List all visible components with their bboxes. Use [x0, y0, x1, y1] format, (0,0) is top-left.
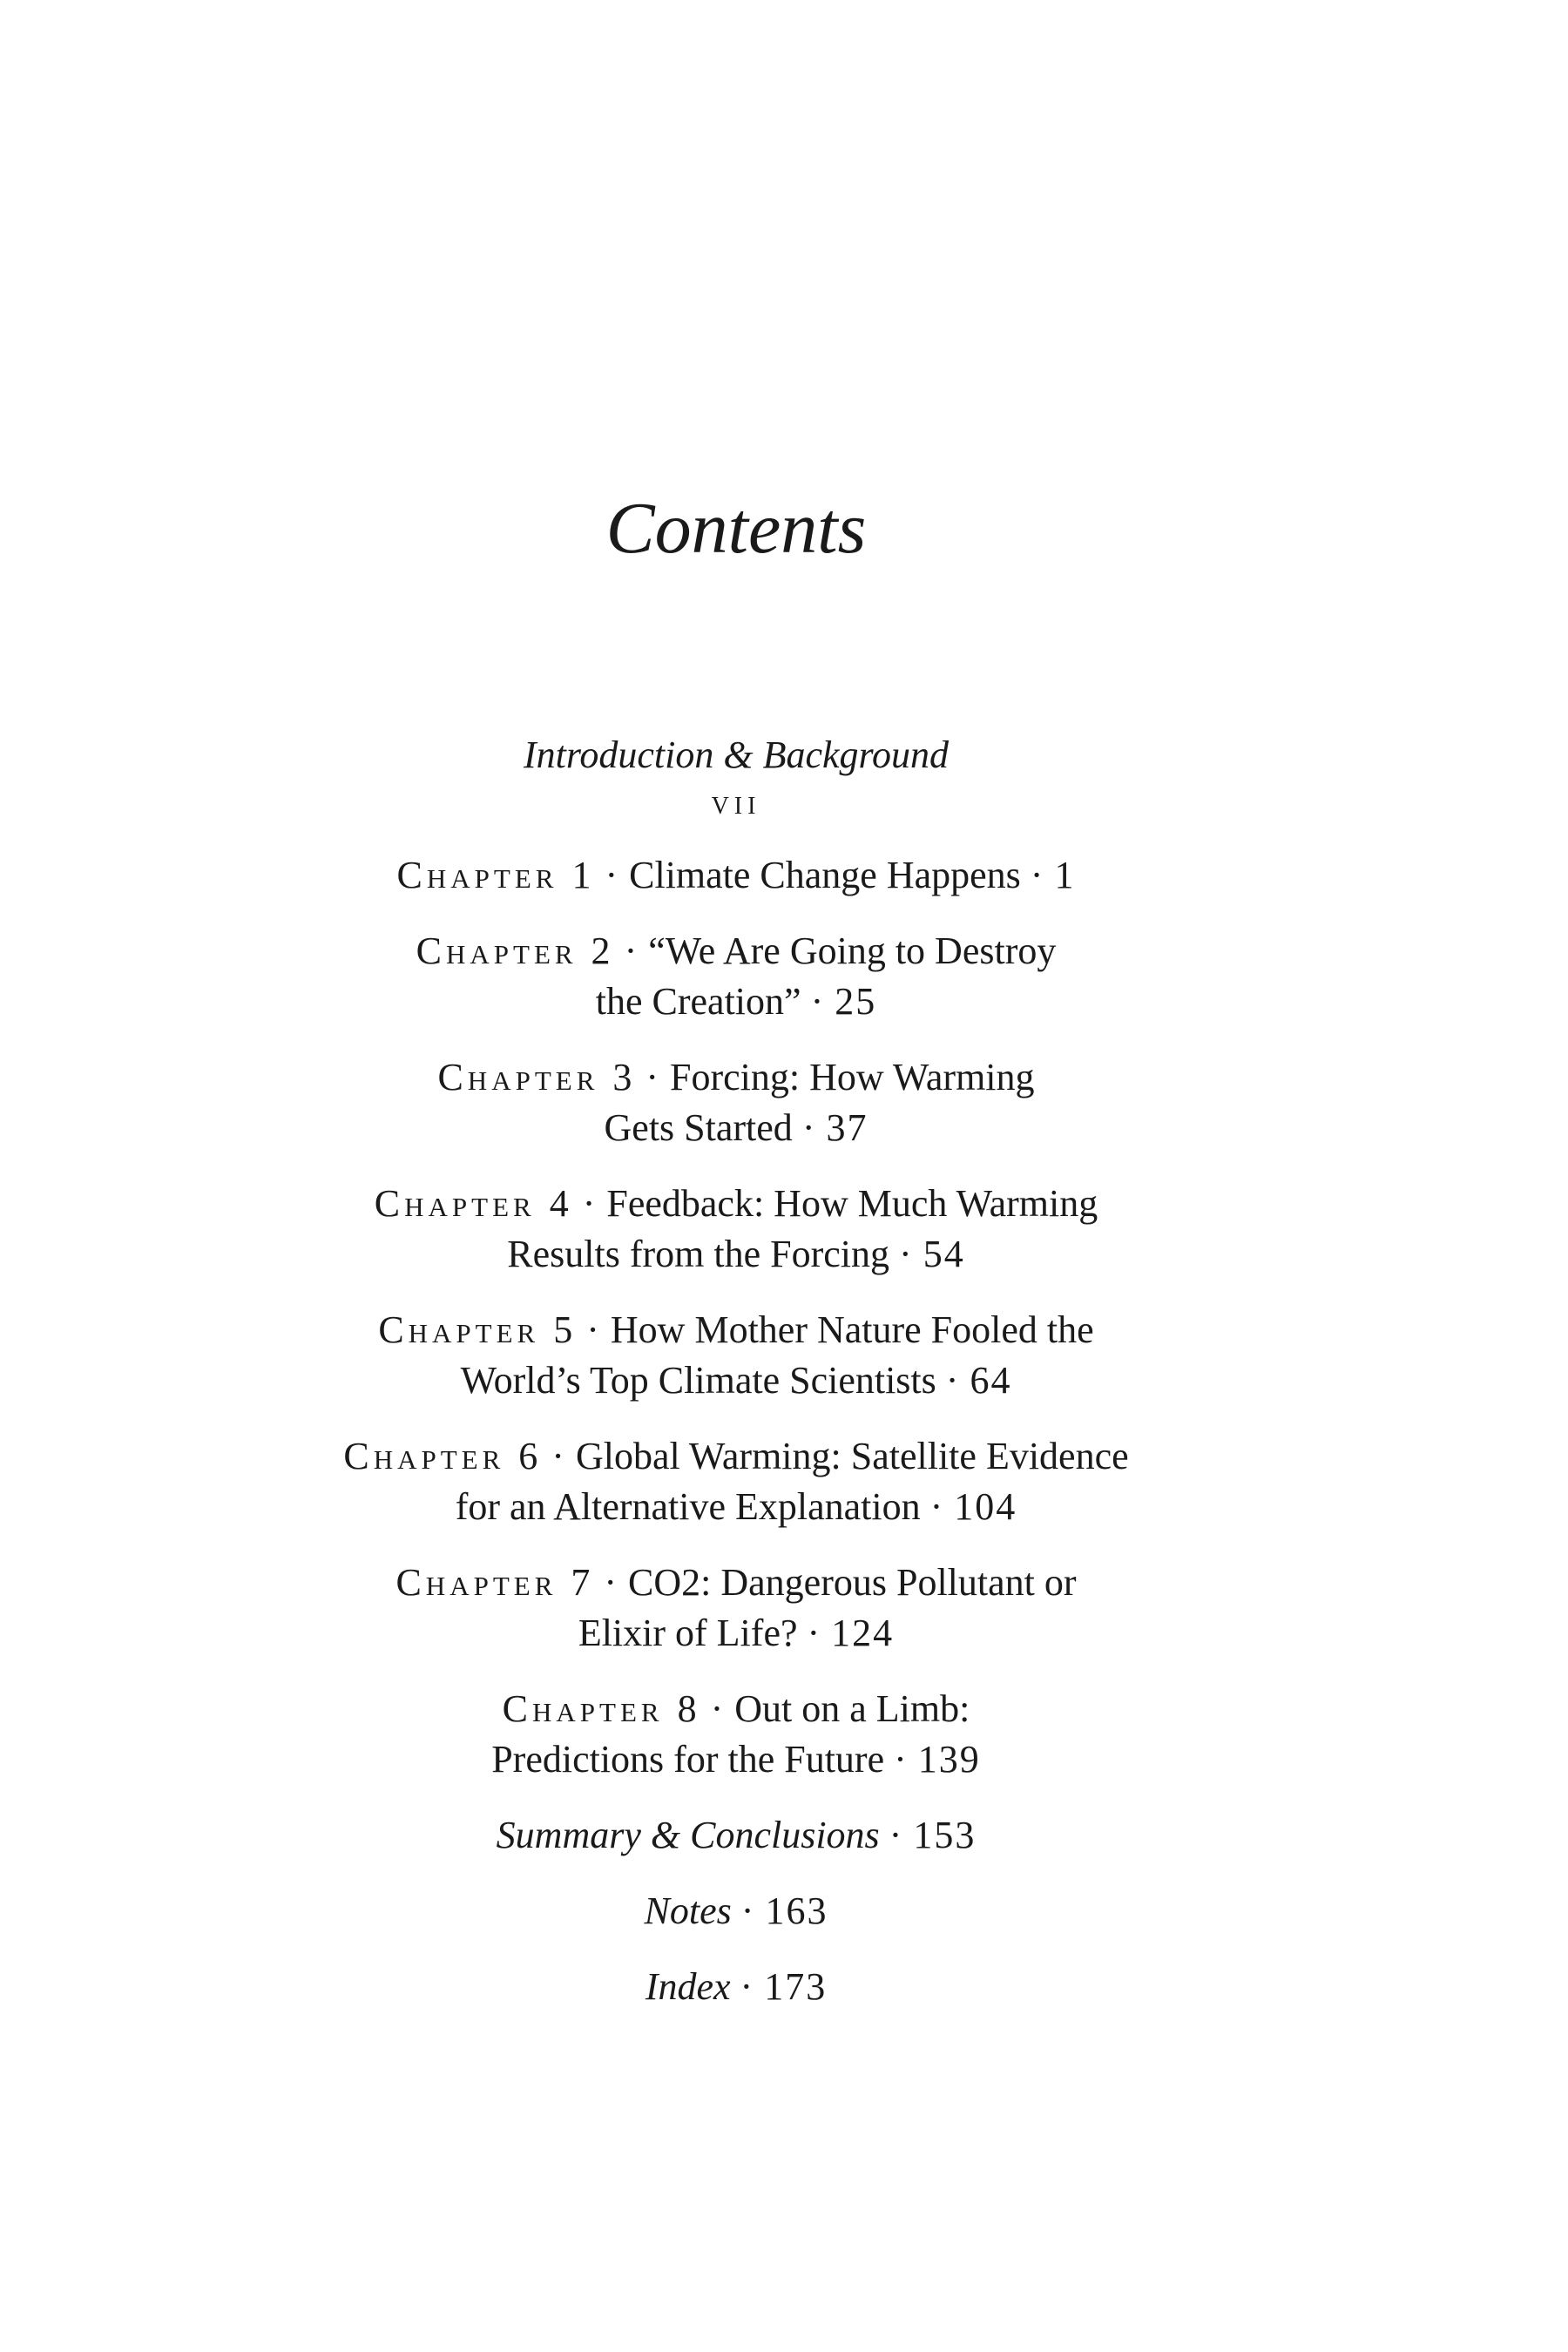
toc-entry-page: 173: [764, 1965, 828, 2008]
chapter-title-line-1: Forcing: How Warming: [670, 1056, 1035, 1098]
chapter-page: 124: [831, 1612, 895, 1654]
chapter-prefix: Chapter 1: [396, 854, 596, 896]
chapter-page: 37: [826, 1106, 868, 1149]
chapter-title-line-2: the Creation”: [595, 980, 801, 1023]
toc-entry-index: [0, 1962, 1472, 2012]
page-title: Contents: [605, 488, 867, 569]
chapter-prefix: Chapter 2: [416, 929, 615, 972]
separator: ·: [605, 854, 620, 896]
separator: ·: [740, 1965, 755, 2008]
separator: ·: [810, 980, 826, 1023]
chapter-title-line-1: CO2: Dangerous Pollutant or: [628, 1561, 1077, 1604]
separator: ·: [1030, 854, 1045, 896]
chapter-page: 104: [954, 1485, 1017, 1528]
chapter-page: 54: [923, 1233, 965, 1275]
chapter-page: 25: [835, 980, 877, 1023]
separator: ·: [740, 1889, 756, 1932]
toc-entry-chapter-1: [0, 850, 1472, 901]
chapter-title-line-2: Predictions for the Future: [491, 1738, 885, 1781]
chapter-title-line-2: Results from the Forcing: [507, 1233, 890, 1275]
chapter-title-line-2: World’s Top Climate Scientists: [460, 1359, 936, 1402]
separator: ·: [586, 1308, 601, 1351]
toc-entry-label: Index: [645, 1965, 731, 2008]
toc-entry-label: Summary & Conclusions: [496, 1814, 880, 1856]
table-of-contents: [0, 730, 1472, 2038]
toc-entry-chapter-8: [0, 1684, 1472, 1785]
toc-entry-introduction: [0, 730, 1472, 824]
chapter-page: 64: [970, 1359, 1012, 1402]
toc-entry-page: vii: [711, 782, 761, 821]
separator: ·: [710, 1687, 726, 1730]
separator: ·: [929, 1485, 945, 1528]
chapter-page: 139: [917, 1738, 981, 1781]
chapter-title-line-1: Out on a Limb:: [734, 1687, 970, 1730]
separator: ·: [894, 1738, 909, 1781]
separator: ·: [945, 1359, 961, 1402]
separator: ·: [899, 1233, 914, 1275]
toc-entry-notes: [0, 1886, 1472, 1936]
toc-entry-page: 153: [913, 1814, 977, 1856]
separator: ·: [645, 1056, 661, 1098]
toc-entry-chapter-6: [0, 1431, 1472, 1532]
separator: ·: [624, 929, 639, 972]
toc-entry-chapter-4: [0, 1179, 1472, 1280]
chapter-prefix: Chapter 6: [343, 1435, 543, 1477]
chapter-title-line-2: for an Alternative Explanation: [455, 1485, 921, 1528]
chapter-prefix: Chapter 3: [437, 1056, 637, 1098]
chapter-prefix: Chapter 8: [502, 1687, 701, 1730]
toc-entry-chapter-7: [0, 1558, 1472, 1659]
chapter-prefix: Chapter 5: [378, 1308, 578, 1351]
toc-entry-label: Introduction & Background: [524, 733, 949, 776]
toc-entry-summary: [0, 1810, 1472, 1861]
toc-entry-chapter-5: [0, 1305, 1472, 1406]
toc-entry-chapter-3: [0, 1052, 1472, 1153]
separator: ·: [807, 1612, 822, 1654]
separator: ·: [551, 1435, 566, 1477]
chapter-prefix: Chapter 4: [374, 1182, 573, 1225]
toc-entry-label: Notes: [644, 1889, 732, 1932]
chapter-title-line-1: “We Are Going to Destroy: [648, 929, 1057, 972]
separator: ·: [801, 1106, 817, 1149]
chapter-prefix: Chapter 7: [395, 1561, 595, 1604]
chapter-title-line-1: Feedback: How Much Warming: [606, 1182, 1098, 1225]
chapter-title-line-1: How Mother Nature Fooled the: [610, 1308, 1094, 1351]
chapter-title: Climate Change Happens: [629, 854, 1021, 896]
separator: ·: [604, 1561, 619, 1604]
chapter-page: 1: [1054, 854, 1076, 896]
toc-entry-chapter-2: [0, 926, 1472, 1027]
separator: ·: [582, 1182, 598, 1225]
chapter-title-line-1: Global Warming: Satellite Evidence: [575, 1435, 1129, 1477]
separator: ·: [889, 1814, 904, 1856]
chapter-title-line-2: Gets Started: [604, 1106, 793, 1149]
chapter-title-line-2: Elixir of Life?: [578, 1612, 798, 1654]
toc-entry-page: 163: [765, 1889, 828, 1932]
